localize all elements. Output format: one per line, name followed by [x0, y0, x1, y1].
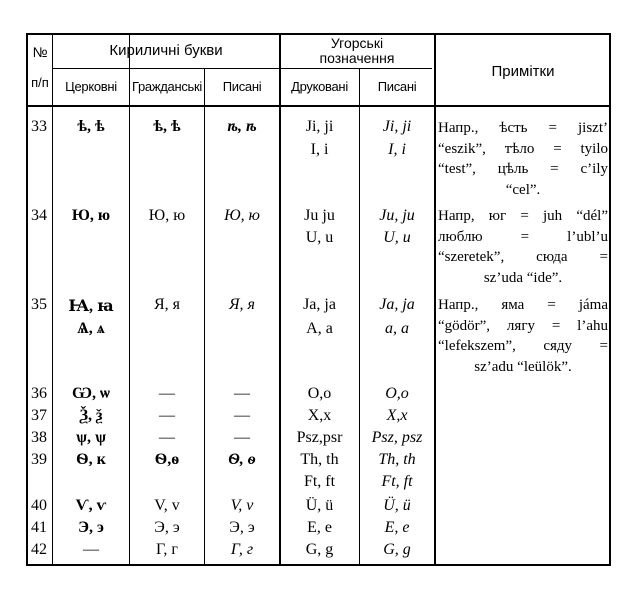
hungarian-group-header-2: позначення	[319, 50, 395, 66]
civil-letter: Ю, ю	[148, 207, 186, 224]
church-letter: Ѳ, к	[76, 451, 106, 468]
written-letter: Ѳ, ѳ	[228, 451, 256, 468]
num-header-bottom: п/п	[31, 75, 49, 90]
row-num: 33	[31, 118, 47, 135]
row-num: 34	[31, 207, 47, 224]
printed-value: U, u	[305, 229, 334, 246]
church-letter: Э, э	[78, 519, 104, 536]
church-letter: Ю, ю	[71, 207, 111, 224]
civil-letter: —	[159, 385, 175, 402]
note-line: Напр., ѣсть = jiszt’	[438, 120, 608, 136]
written-letter: Ю, ю	[224, 207, 260, 224]
printed-value: G, g	[305, 541, 334, 558]
written-hun-value: O,o	[385, 385, 409, 402]
church-letter-alt: Ѧ, ѧ	[77, 320, 105, 337]
row-num: 37	[31, 407, 47, 424]
hungarian-group-header-1: Угорські	[330, 35, 384, 51]
note-line: “cel”.	[505, 181, 541, 198]
row-num: 35	[31, 296, 47, 313]
church-letter: Ѵ, ѵ	[75, 497, 107, 514]
row-num: 41	[31, 519, 47, 536]
church-letter: Ѡ, ѡ	[72, 385, 110, 402]
printed-value: I, i	[310, 141, 329, 158]
civil-letter: Г, г	[155, 541, 178, 558]
written-letter: Г, г	[230, 541, 254, 558]
notes-header: Примітки	[491, 63, 555, 80]
note-line: “szeretek”, сюда =	[438, 249, 608, 265]
col-divider	[204, 69, 205, 564]
printed-value: X,x	[307, 407, 332, 424]
row-num: 38	[31, 429, 47, 446]
printed-value: Ju ju	[304, 207, 335, 224]
written-letter: Э, э	[229, 519, 255, 536]
note-line: sz’uda “ide”.	[483, 269, 563, 286]
written-hun-value: Psz, psz	[371, 429, 423, 446]
row-num: 39	[31, 451, 47, 468]
church-letter: Ѯ, ѯ	[79, 407, 103, 424]
written-hun-value: Ü, ü	[383, 497, 411, 514]
written-cyr-header: Писані	[222, 79, 262, 94]
col-divider	[434, 35, 436, 564]
note-line: “lefekszem”, сяду =	[438, 338, 608, 354]
civil-letter: —	[159, 429, 175, 446]
num-header-top: №	[32, 44, 48, 60]
civil-letter: Э, э	[154, 519, 180, 536]
note-line: “test”, цѣль = c’ily	[438, 161, 608, 177]
written-hun-value: I, i	[388, 141, 406, 158]
written-letter: —	[234, 407, 250, 424]
cyrillic-group-header: Кириличні букви	[109, 42, 223, 59]
civil-letter: Ѳ,ѳ	[154, 451, 180, 468]
row-divider	[52, 68, 432, 69]
church-letter: ѣ, ѣ	[77, 118, 105, 135]
church-letter: ѱ, ѱ	[75, 429, 106, 446]
church-header: Церковні	[65, 79, 117, 94]
note-line: Напр, юг = juh “dél”	[438, 208, 608, 224]
letter-table	[26, 33, 611, 566]
printed-value: Ü, ü	[305, 497, 334, 514]
civil-letter: Я, я	[153, 296, 181, 313]
note-line: “gödör”, лягу = l’ahu	[438, 317, 608, 334]
printed-value: Th, th	[300, 451, 339, 468]
note-34	[438, 206, 608, 288]
written-letter: —	[234, 429, 250, 446]
printed-value: A, a	[306, 320, 333, 337]
civil-header: Гражданські	[131, 79, 202, 94]
civil-letter: —	[159, 407, 175, 424]
written-hun-value: E, e	[384, 519, 410, 536]
written-hun-value: U, u	[383, 229, 411, 246]
church-letter: —	[83, 541, 99, 558]
note-35	[438, 295, 608, 377]
printed-value: Ja, ja	[303, 296, 336, 313]
written-letter: Я, я	[229, 296, 255, 313]
row-divider	[28, 105, 609, 107]
church-letter: Ꙗ, ꙗ	[68, 298, 114, 315]
written-hun-value: Ft, ft	[381, 473, 413, 490]
written-hun-value: G, g	[383, 541, 411, 558]
written-hun-value: X,x	[386, 407, 408, 424]
note-line: sz’adu “leülök”.	[474, 358, 572, 375]
row-num: 42	[31, 541, 47, 558]
row-num: 40	[31, 497, 47, 514]
printed-value: Psz,psr	[296, 429, 343, 446]
note-line: люблю = l’ubl’u	[438, 228, 608, 245]
printed-value: Ft, ft	[303, 473, 336, 490]
written-letter: —	[234, 385, 250, 402]
note-line: “eszik”, тѣло = tyilo	[438, 140, 608, 157]
written-hun-value: Ji, ji	[382, 118, 412, 135]
note-33	[438, 118, 608, 200]
written-hun-value: a, a	[385, 320, 409, 337]
printed-header: Друковані	[291, 79, 348, 94]
written-hun-value: Th, th	[378, 451, 416, 468]
civil-letter: V, v	[154, 497, 180, 514]
written-hun-value: Ja, ja	[379, 296, 415, 313]
printed-value: O,o	[307, 385, 332, 402]
written-letter: V, v	[230, 497, 254, 514]
civil-letter: ѣ, ѣ	[153, 118, 181, 135]
printed-value: Ji, ji	[305, 118, 334, 135]
printed-value: E, e	[307, 519, 332, 536]
written-hun-value: Ju, ju	[379, 207, 415, 224]
row-num: 36	[31, 385, 47, 402]
note-line: Напр., яма = jáma	[438, 297, 608, 313]
written-letter: ѣ, ѣ	[227, 118, 257, 135]
written-hun-header: Писані	[377, 79, 417, 94]
